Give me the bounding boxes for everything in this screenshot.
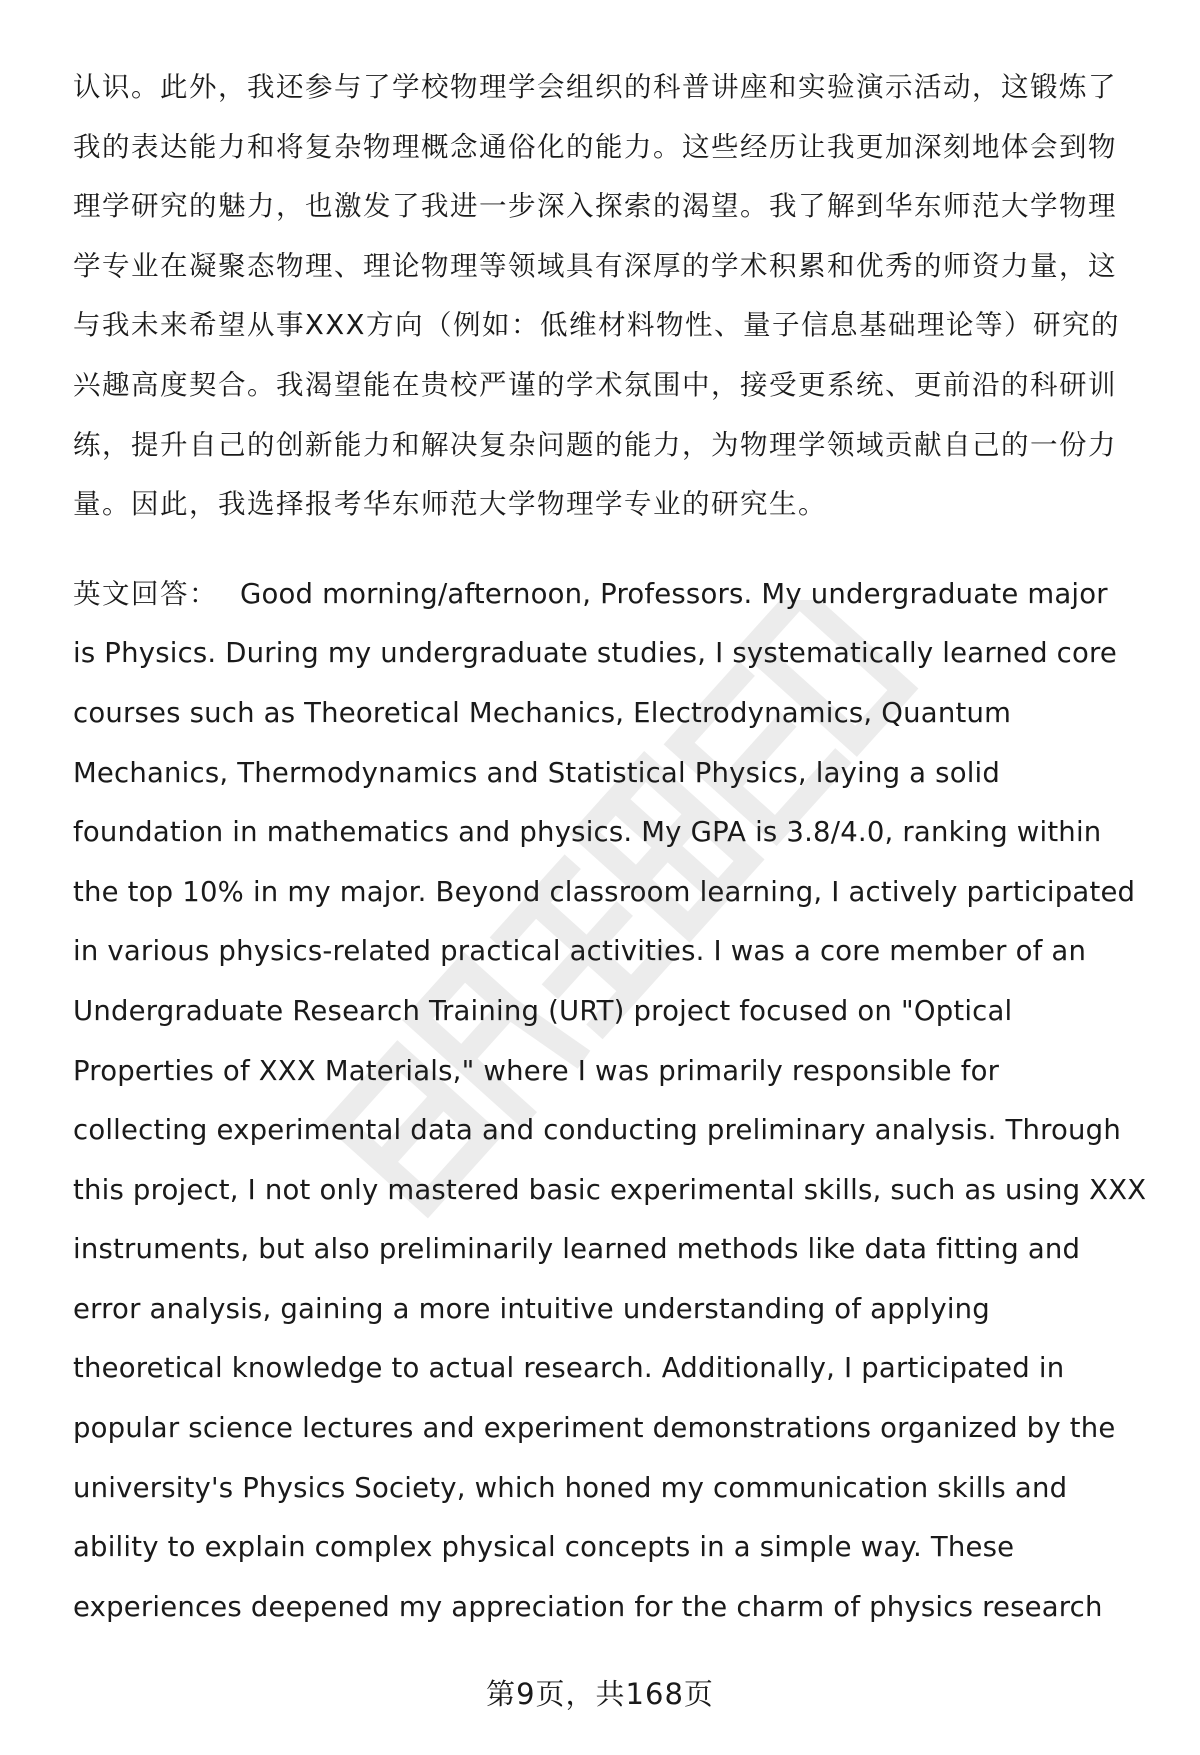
english-answer-paragraph	[73, 565, 1153, 1638]
text-line: Mechanics, Thermodynamics and Statistical Physics, laying a solid	[73, 756, 1001, 789]
text-line: popular science lectures and experiment demonstrations organized by the	[73, 1412, 1116, 1445]
text-line: collecting experimental data and conducting preliminary analysis. Through	[73, 1114, 1121, 1147]
text-line: 认识。此外，我还参与了学校物理学会组织的科普讲座和实验演示活动，这锻炼了	[73, 71, 1117, 103]
text-line-first	[73, 565, 1153, 625]
text-line: courses such as Theoretical Mechanics, Electrodynamics, Quantum	[73, 696, 1012, 729]
document-body	[73, 58, 1153, 1637]
text-line: 理学研究的魅力，也激发了我进一步深入探索的渴望。我了解到华东师范大学物理	[73, 190, 1117, 223]
text-line: in various physics-related practical activities. I was a core member of an	[73, 935, 1087, 968]
text-line: the top 10% in my major. Beyond classroom learning, I actively participated	[73, 875, 1136, 908]
text-line: 我的表达能力和将复杂物理概念通俗化的能力。这些经历让我更加深刻地体会到物	[73, 130, 1117, 163]
text-line: instruments, but also preliminarily learned methods like data fitting and	[73, 1233, 1081, 1266]
text-line: experiences deepened my appreciation for the charm of physics research	[73, 1590, 1103, 1623]
text-line: ability to explain complex physical concepts in a simple way. These	[73, 1531, 1015, 1564]
chinese-answer-paragraph	[73, 58, 1153, 535]
text-line: Good morning/afternoon, Professors. My undergraduate major	[240, 577, 1108, 610]
text-line: 练，提升自己的创新能力和解决复杂问题的能力，为物理学领域贡献自己的一份力	[73, 428, 1117, 461]
text-line: university's Physics Society, which honed my communication skills and	[73, 1471, 1068, 1504]
text-line: error analysis, gaining a more intuitive understanding of applying	[73, 1292, 990, 1325]
text-line: is Physics. During my undergraduate studies, I systematically learned core	[73, 637, 1118, 670]
text-line: 学专业在凝聚态物理、理论物理等领域具有深厚的学术积累和优秀的师资力量，这	[73, 249, 1117, 282]
text-line: Undergraduate Research Training (URT) project focused on "Optical	[73, 994, 1013, 1027]
text-line: 量。因此，我选择报考华东师范大学物理学专业的研究生。	[73, 488, 827, 521]
text-line: Properties of XXX Materials," where I was primarily responsible for	[73, 1054, 1000, 1087]
text-line: this project, I not only mastered basic experimental skills, such as using XXX	[73, 1173, 1147, 1206]
text-line: foundation in mathematics and physics. My GPA is 3.8/4.0, ranking within	[73, 816, 1102, 849]
text-line: 与我未来希望从事XXX方向（例如：低维材料物性、量子信息基础理论等）研究的	[73, 309, 1121, 342]
text-line: 兴趣高度契合。我渴望能在贵校严谨的学术氛围中，接受更系统、更前沿的科研训	[73, 368, 1117, 401]
page-number-footer: 第9页，共168页	[486, 1677, 714, 1711]
english-answer-label: 英文回答：	[73, 577, 218, 610]
text-line: theoretical knowledge to actual research. Additionally, I participated in	[73, 1352, 1065, 1385]
